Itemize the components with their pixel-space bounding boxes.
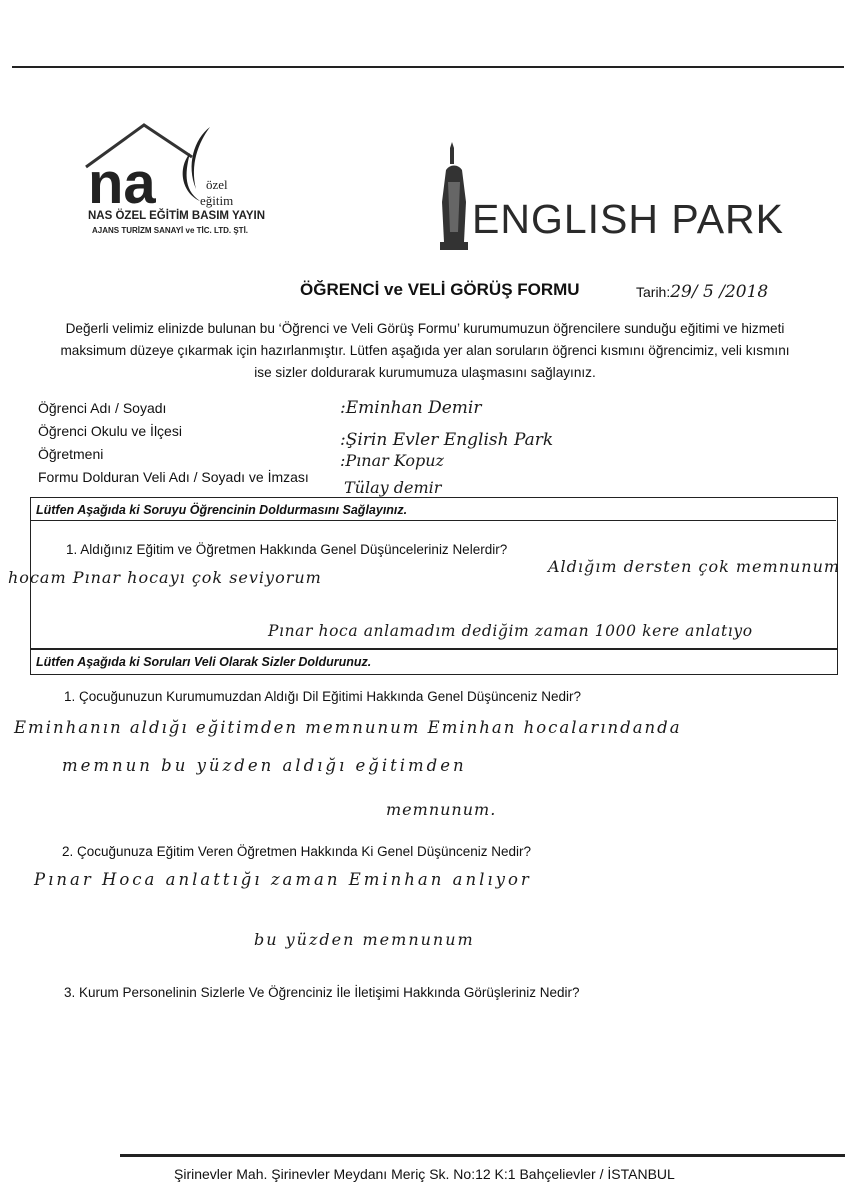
teacher-label: Öğretmeni: [38, 446, 104, 462]
parent-question-3: 3. Kurum Personelinin Sizlerle Ve Öğrenciniz İle İletişimi Hakkında Görüşleriniz Nedir?: [64, 985, 580, 1000]
parent-question-2: 2. Çocuğunuza Eğitim Veren Öğretmen Hakkında Ki Genel Düşünceniz Nedir?: [62, 844, 531, 859]
nas-company-name: NAS ÖZEL EĞİTİM BASIM YAYIN: [88, 210, 266, 222]
parent-signature-label: Formu Dolduran Veli Adı / Soyadı ve İmzası: [38, 469, 309, 485]
svg-text:na: na: [88, 151, 156, 216]
student-name-label: Öğrenci Adı / Soyadı: [38, 400, 167, 416]
date-label: Tarih:: [636, 284, 671, 300]
parent-signature-value: Tülay demir: [344, 478, 442, 497]
top-rule: [12, 66, 844, 68]
english-park-logo-text: ENGLISH PARK: [472, 196, 784, 242]
nas-company-sub: AJANS TURİZM SANAYİ ve TİC. LTD. ŞTİ.: [92, 226, 249, 235]
student-answer-1b: hocam Pınar hocayı çok seviyorum: [8, 568, 322, 587]
student-school-label: Öğrenci Okulu ve İlçesi: [38, 423, 182, 439]
student-answer-1c: Pınar hoca anlamadım dediğim zaman 1000 kere anlatıyo: [268, 622, 753, 640]
intro-paragraph: [30, 318, 820, 384]
parent-answer-2-line-1: Pınar Hoca anlattığı zaman Eminhan anlıyor: [34, 870, 532, 889]
parent-answer-1-line-1: Eminhanın aldığı eğitimden memnunum Eminhan hocalarındanda: [14, 718, 682, 737]
student-section-heading: Lütfen Aşağıda ki Soruyu Öğrencinin Doldurmasını Sağlayınız.: [36, 503, 408, 517]
student-question-1: 1. Aldığınız Eğitim ve Öğretmen Hakkında Genel Düşünceleriniz Nelerdir?: [66, 542, 508, 557]
intro-line-1: Değerli velimiz elinizde bulunan bu ‘Öğrenci ve Veli Görüş Formu’ kurumumuzun öğrencilere sunduğu eğitimi ve hizmeti: [65, 321, 785, 336]
form-title: ÖĞRENCİ ve VELİ GÖRÜŞ FORMU: [300, 280, 580, 299]
intro-line-3: ise sizler doldurarak kurumumuza ulaşmasını sağlayınız.: [254, 365, 596, 380]
student-school-value: :Şirin Evler English Park: [340, 430, 554, 450]
student-answer-1a: Aldığım dersten çok memnunum: [548, 557, 841, 576]
intro-line-2: maksimum düzeye çıkarmak için hazırlanmıştır. Lütfen aşağıda yer alan soruların öğrenci kısmını öğrencimiz, veli kısmını: [60, 343, 790, 358]
date-field: [636, 282, 768, 302]
svg-text:eğitim: eğitim: [200, 193, 234, 208]
parent-answer-1-line-2: memnun bu yüzden aldığı eğitimden: [62, 756, 467, 775]
svg-text:özel: özel: [206, 177, 228, 192]
parent-section-heading: Lütfen Aşağıda ki Soruları Veli Olarak Sizler Doldurunuz.: [36, 655, 372, 669]
footer-rule: [120, 1154, 845, 1157]
parent-question-1: 1. Çocuğunuzun Kurumumuzdan Aldığı Dil Eğitimi Hakkında Genel Düşünceniz Nedir?: [64, 689, 582, 704]
date-value: 29/ 5 /2018: [670, 282, 769, 302]
teacher-value: :Pınar Kopuz: [340, 451, 444, 470]
nas-logo: [82, 105, 262, 243]
parent-answer-1-line-3: memnunum.: [386, 800, 497, 819]
section-divider: [30, 520, 836, 521]
parent-answer-2-line-2: bu yüzden memnunum: [254, 930, 475, 949]
student-name-value: :Eminhan Demir: [340, 398, 482, 418]
footer-address: Şirinevler Mah. Şirinevler Meydanı Meriç Sk. No:12 K:1 Bahçelievler / İSTANBUL: [174, 1166, 675, 1182]
